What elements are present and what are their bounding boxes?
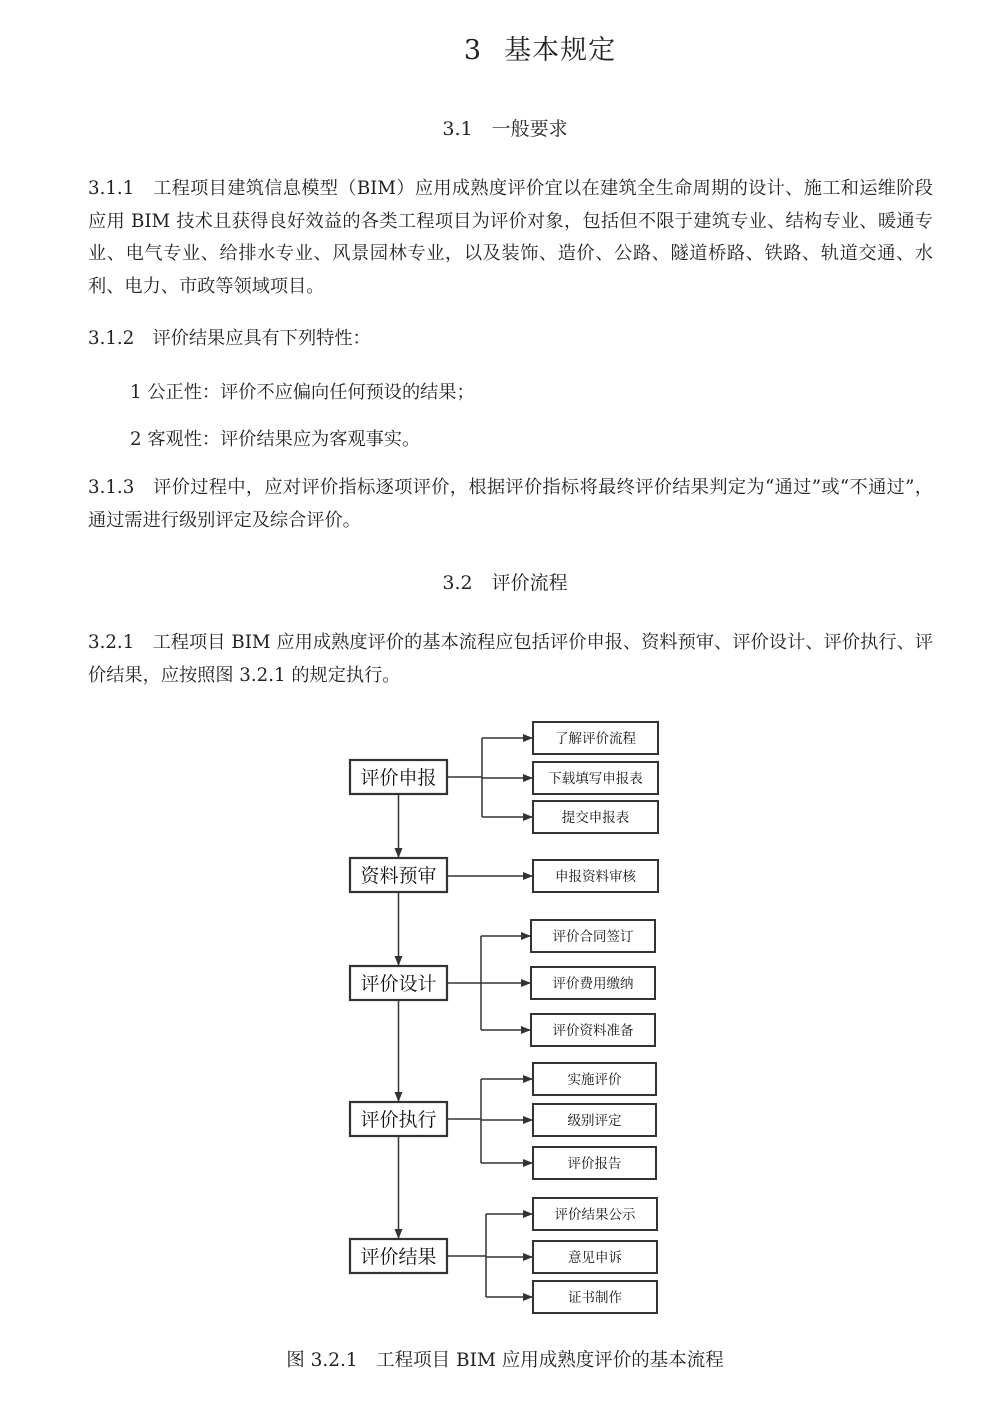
step-label: 提交申报表: [561, 810, 630, 826]
clause-3-2-1: 3.2.1 工程项目 BIM 应用成熟度评价的基本流程应包括评价申报、资料预审、评价设计、评价执行、评价结果，应按照图 3.2.1 的规定执行。: [88, 632, 933, 686]
clause-3-1-2: 3.1.2 评价结果应具有下列特性：: [88, 328, 371, 349]
stage-label: 评价设计: [360, 973, 437, 995]
clause-3-1-1: 3.1.1 工程项目建筑信息模型（BIM）应用成熟度评价宜以在建筑全生命周期的设计、施工和运维阶段应用 BIM 技术且获得良好效益的各类工程项目为评价对象，包括但不限于建筑专业、结构专业、暖通专业、电气专业、给排水专业、风景园林专业，以及装饰、造价、公路、隧道桥路、铁路、轨道交通、水利、电力、市政等领域项目。: [88, 178, 933, 297]
step-label: 级别评定: [567, 1113, 622, 1129]
list-item-objectivity: 2 客观性：评价结果应为客观事实。: [130, 429, 421, 450]
stage-label: 资料预审: [360, 865, 437, 887]
step-label: 实施评价: [567, 1072, 622, 1088]
chapter-number: 3: [463, 35, 483, 66]
stage-label: 评价申报: [360, 767, 437, 789]
step-label: 评价合同签订: [552, 929, 634, 945]
section-heading-3-2: 3.2 评价流程: [442, 572, 568, 594]
list-item-fairness: 1 公正性：评价不应偏向任何预设的结果；: [130, 382, 475, 403]
figure-caption: 图 3.2.1 工程项目 BIM 应用成熟度评价的基本流程: [286, 1350, 724, 1371]
step-label: 证书制作: [568, 1290, 622, 1306]
step-label: 评价费用缴纳: [552, 976, 634, 992]
chapter-name: 基本规定: [504, 35, 617, 66]
clause-3-1-3: 3.1.3 评价过程中，应对评价指标逐项评价，根据评价指标将最终评价结果判定为“通过”或“不通过”，通过需进行级别评定及综合评价。: [88, 477, 933, 531]
step-label: 评价报告: [567, 1156, 622, 1172]
step-label: 评价结果公示: [554, 1207, 636, 1223]
step-label: 了解评价流程: [555, 731, 636, 747]
step-label: 意见申诉: [568, 1250, 622, 1266]
step-label: 申报资料审核: [555, 869, 636, 885]
section-heading-3-1: 3.1 一般要求: [442, 118, 568, 140]
stage-label: 评价结果: [360, 1246, 437, 1268]
stage-label: 评价执行: [360, 1109, 437, 1131]
step-label: 下载填写申报表: [548, 771, 643, 787]
step-label: 评价资料准备: [552, 1023, 634, 1039]
